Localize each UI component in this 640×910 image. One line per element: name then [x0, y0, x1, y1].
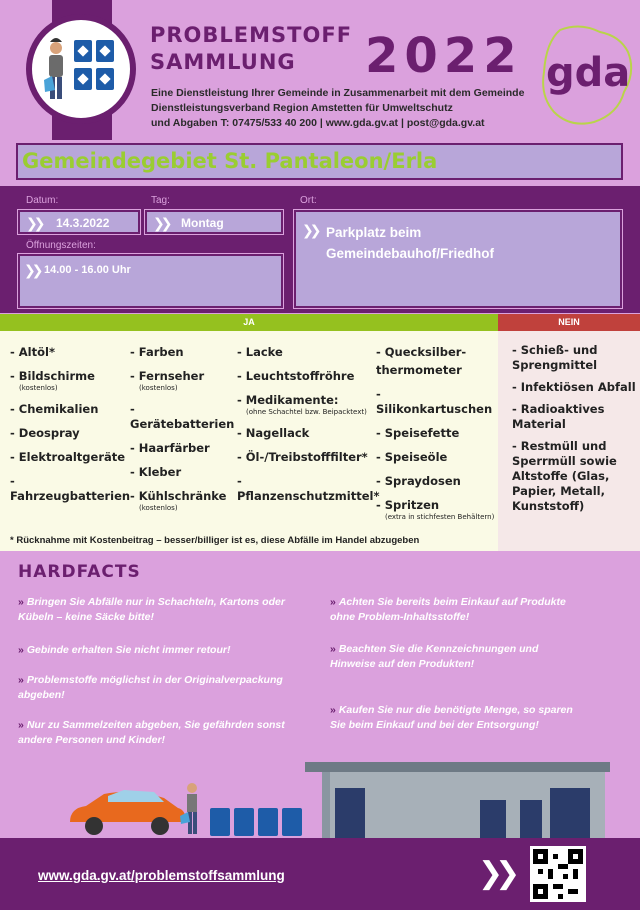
collection-site-illustration: [60, 760, 620, 840]
title-line-1: PROBLEMSTOFF: [150, 23, 353, 47]
accepted-item-note: (kostenlos): [139, 384, 178, 392]
hardfacts-item: [330, 595, 580, 625]
accepted-item-note: (kostenlos): [19, 384, 58, 392]
accepted-item: [237, 450, 377, 465]
hardfacts-item-text: Gebinde erhalten Sie nicht immer retour!: [26, 644, 231, 656]
accepted-item-text: - Spraydosen: [376, 474, 461, 488]
chevron-right-icon: »: [18, 596, 24, 608]
day-label: Tag:: [151, 195, 170, 206]
qr-code-icon: [533, 849, 583, 899]
accepted-item-text: - Farben: [130, 345, 184, 359]
rejected-item: - Restmüll und Sperrmüll sowie Altstoffe (Glas, Papier, Metall, Kunststoff): [512, 439, 617, 513]
chevron-right-icon: »: [330, 596, 336, 608]
hardfacts-item: [18, 673, 318, 703]
hazardous-waste-illustration: [26, 14, 136, 124]
chevron-right-icon: ❯❯: [153, 215, 169, 231]
place-box: [294, 210, 622, 308]
rejected-column: [512, 343, 636, 521]
year-label: 2022: [365, 28, 523, 84]
accepted-item-text: - Spritzen: [376, 498, 440, 512]
accepted-item: [130, 369, 235, 393]
chevron-right-icon: »: [18, 719, 24, 731]
place-label: Ort:: [300, 195, 317, 206]
rejected-item: - Infektiösen Abfall: [512, 380, 636, 394]
accepted-item: [10, 450, 130, 465]
qr-code[interactable]: [530, 846, 586, 902]
accepted-item: [237, 474, 380, 504]
accepted-item-text: - Kühlschränke: [130, 489, 227, 503]
date-label: Datum:: [26, 195, 59, 206]
accepted-item: [376, 387, 498, 417]
accepted-item: [237, 426, 377, 441]
accepted-item: [376, 450, 498, 465]
hardfacts-item-text: Problemstoffe möglichst in der Originalverpackung abgeben!: [18, 674, 283, 701]
chevron-right-icon: ❯❯: [478, 857, 513, 890]
collection-info-panel: [0, 186, 640, 313]
place-line-2: Gemeindebauhof/Friedhof: [326, 246, 495, 261]
accepted-item: [10, 474, 130, 504]
hours-value: 14.00 - 16.00 Uhr: [44, 264, 131, 276]
subtitle-line-3: und Abgaben T: 07475/533 40 200 | www.gda.gv.at | post@gda.gv.at: [151, 117, 485, 129]
subtitle-line-2: Dienstleistungsverband Region Amstetten für Umweltschutz: [151, 102, 453, 114]
accepted-item: [376, 345, 498, 360]
accepted-item-text: - Fahrzeugbatterien: [10, 474, 131, 503]
date-box: [18, 210, 140, 234]
municipality-name: Gemeindegebiet St. Pantaleon/Erla: [22, 149, 438, 173]
accepted-list: [0, 331, 498, 551]
rejected-list: [498, 331, 640, 551]
accepted-column-4: [376, 345, 498, 531]
day-box: [145, 210, 283, 234]
accepted-item-text: - Medikamente:: [237, 393, 339, 407]
accepted-item-text: - Pflanzenschutzmittel*: [237, 474, 380, 503]
accepted-item-text: - Silikonkartuschen: [376, 387, 493, 416]
place-line-1: Parkplatz beim: [326, 225, 422, 240]
accepted-item: [130, 402, 235, 432]
accepted-column-3: [237, 345, 380, 513]
header-subtitle: [151, 86, 551, 131]
hardfacts-item: [18, 595, 318, 625]
accepted-item-text: - Öl-/Treibstofffilter*: [237, 450, 368, 464]
chevron-right-icon: »: [18, 674, 24, 686]
accepted-item-text: - Leuchtstoffröhre: [237, 369, 355, 383]
car-icon: [70, 790, 186, 835]
chevron-right-icon: »: [330, 643, 336, 655]
hardfacts-item-text: Kaufen Sie nur die benötigte Menge, so sparen Sie beim Einkauf und bei der Entsorgung!: [330, 704, 573, 731]
accepted-item: [130, 441, 235, 456]
accepted-item: [237, 369, 377, 384]
accepted-item-text: - Haarfärber: [130, 441, 210, 455]
region-map-logo-icon: [540, 20, 636, 130]
accepted-item-text: - Bildschirme: [10, 369, 95, 383]
day-value: Montag: [181, 216, 224, 230]
accepted-item: [10, 369, 130, 393]
accepted-item: [10, 402, 130, 417]
hours-box: [18, 254, 283, 308]
collection-info-link[interactable]: www.gda.gv.at/problemstoffsammlung: [38, 868, 285, 883]
hardfacts-item-text: Beachten Sie die Kennzeichnungen und Hinweise auf den Produkten!: [330, 643, 539, 670]
accepted-item: [376, 474, 498, 489]
hardfacts-item: [330, 703, 580, 733]
chevron-right-icon: ❯❯: [302, 222, 318, 238]
accepted-item-text: - Chemikalien: [10, 402, 99, 416]
page-title: [150, 22, 380, 76]
gda-logo-text: gda: [546, 50, 631, 96]
rejected-item: - Radioaktives Material: [512, 402, 605, 431]
accepted-item: [10, 426, 130, 441]
accepted-item-text: - Lacke: [237, 345, 283, 359]
surcharge-note: * Rücknahme mit Kostenbeitrag – besser/billiger ist es, diese Abfälle im Handel abzugeben: [10, 535, 420, 546]
hardfacts-item-text: Achten Sie bereits beim Einkauf auf Produkte ohne Problem-Inhaltsstoffe!: [330, 596, 566, 623]
chevron-right-icon: »: [330, 704, 336, 716]
accepted-item: [130, 489, 235, 513]
accepted-item-text: - Elektroaltgeräte: [10, 450, 126, 464]
accepted-item-text: - Gerätebatterien: [130, 402, 235, 431]
place-value: [326, 222, 494, 264]
accepted-header: JA: [0, 314, 498, 331]
subtitle-line-1: Eine Dienstleistung Ihrer Gemeinde in Zusammenarbeit mit dem Gemeinde: [151, 87, 525, 99]
hardfacts-item: [330, 642, 580, 672]
chevron-right-icon: »: [18, 644, 24, 656]
hardfacts-item: [18, 718, 318, 748]
accepted-item-text: - Quecksilber-: [376, 345, 467, 359]
depot-building-icon: [305, 762, 610, 838]
hardfacts-item: [18, 643, 318, 658]
rejected-header: NEIN: [498, 314, 640, 331]
accepted-item-note: (kostenlos): [139, 504, 178, 512]
hardfacts-item-text: Nur zu Sammelzeiten abgeben, Sie gefährden sonst andere Personen und Kinder!: [18, 719, 285, 746]
accepted-column-2: [130, 345, 235, 522]
accepted-item-text: - Speisefette: [376, 426, 460, 440]
accepted-item-text: - Speiseöle: [376, 450, 448, 464]
hours-label: Öffnungszeiten:: [26, 240, 96, 251]
accepted-item: [237, 393, 377, 417]
accepted-item: [130, 345, 235, 360]
hardfacts-title: HARDFACTS: [18, 562, 141, 582]
accepted-item: [376, 498, 498, 522]
accepted-item: [130, 465, 235, 480]
chevron-right-icon: ❯❯: [24, 262, 40, 278]
accepted-item-text: - Nagellack: [237, 426, 310, 440]
accepted-item-text: thermometer: [376, 363, 462, 377]
chevron-right-icon: ❯❯: [26, 215, 42, 231]
accepted-item: [376, 426, 498, 441]
person-icon: [180, 783, 197, 834]
accepted-item-note: (extra in stichfesten Behältern): [385, 513, 495, 521]
municipality-banner: [16, 143, 623, 180]
rejected-item: - Schieß- und Sprengmittel: [512, 343, 598, 372]
date-value: 14.3.2022: [56, 216, 110, 230]
accepted-item-text: - Kleber: [130, 465, 182, 479]
accepted-item: [237, 345, 377, 360]
accepted-item-note: (ohne Schachtel bzw. Beipacktext): [246, 408, 367, 416]
accepted-column-1: [10, 345, 130, 513]
person-with-containers-icon: [32, 20, 130, 118]
accepted-item-text: - Altöl*: [10, 345, 55, 359]
accepted-item: [376, 363, 498, 378]
hazard-containers-icon: [210, 808, 302, 836]
title-line-2: SAMMLUNG: [150, 50, 296, 74]
gda-logo: [540, 20, 636, 130]
hardfacts-item-text: Bringen Sie Abfälle nur in Schachteln, Kartons oder Kübeln – keine Säcke bitte!: [18, 596, 285, 623]
accepted-item-text: - Deospray: [10, 426, 80, 440]
accepted-item: [10, 345, 130, 360]
accepted-item-text: - Fernseher: [130, 369, 205, 383]
